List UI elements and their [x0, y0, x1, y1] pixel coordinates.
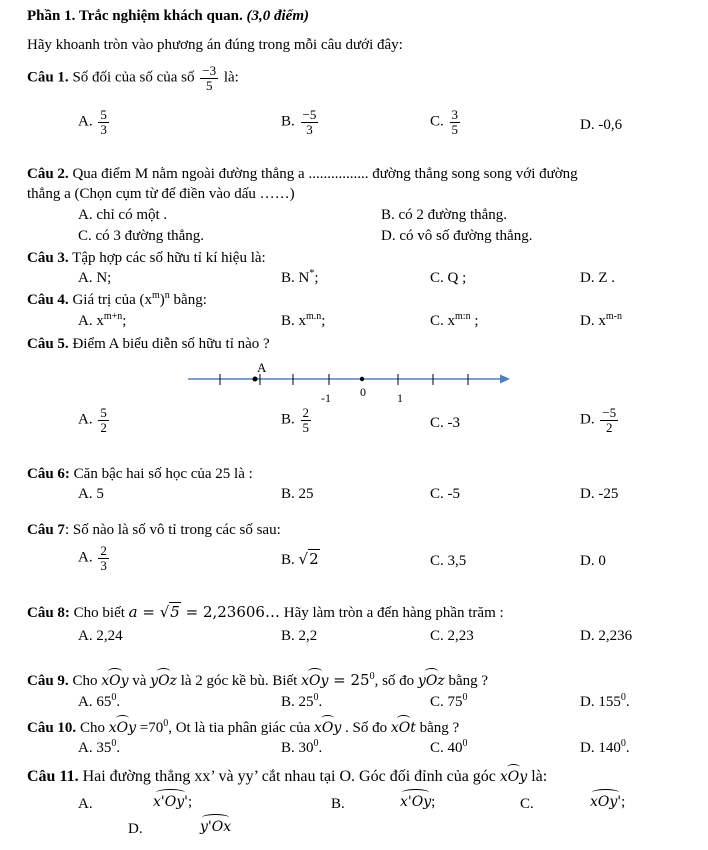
question-3: Câu 3. Tập hợp các số hữu tỉ kí hiệu là:: [27, 250, 266, 266]
q1-option-c[interactable]: C. $\frac{3}{5}$: [430, 107, 459, 137]
q9-option-d[interactable]: D. $155^0$.: [580, 692, 630, 710]
q1-option-b[interactable]: B. $\frac{-5}{3}$: [281, 107, 317, 137]
q11-option-a-label[interactable]: A.: [78, 796, 93, 812]
angle-yoz: yOz: [150, 670, 177, 689]
q9-option-a[interactable]: A. $65^0$.: [78, 692, 121, 710]
q10-option-c[interactable]: C. $40^0$: [430, 738, 468, 756]
q11-option-b-label[interactable]: B.: [331, 796, 345, 812]
q5-option-c[interactable]: C. -3: [430, 415, 460, 431]
question-2-line2: thẳng a (Chọn cụm từ để điền vào dấu ……): [27, 186, 295, 202]
angle-xoy: xOy: [101, 670, 128, 689]
point-a-label: A: [257, 360, 267, 375]
angle-xoy-given: xOy: [301, 670, 328, 689]
q6-option-a[interactable]: A. 5: [78, 486, 104, 502]
q11-option-d[interactable]: y'Ox: [200, 816, 231, 836]
q4-option-c[interactable]: C. $x^{m:n}$ ;: [430, 311, 479, 329]
q6-option-b[interactable]: B. 25: [281, 486, 314, 502]
question-10: Câu 10. Cho xOy $=70^0$, Ot là tia phân giác của xOy . Số đo xOt bằng ?: [27, 717, 459, 737]
point-a-dot: [253, 377, 258, 382]
q3-option-d[interactable]: D. Z .: [580, 270, 615, 286]
question-1: Câu 1. Số đối của số của số $\frac{-3}{5}$ là:: [27, 63, 239, 93]
q11-option-a[interactable]: x'Oy';: [153, 791, 192, 811]
q7-option-a[interactable]: A. $\frac{2}{3}$: [78, 543, 107, 573]
q9-option-c[interactable]: C. $75^0$: [430, 692, 468, 710]
question-6: Câu 6: Căn bậc hai số học của 25 là :: [27, 466, 253, 482]
question-5: Câu 5. Điểm A biểu diễn số hữu tỉ nào ?: [27, 336, 270, 352]
section-title: Phần 1. Trắc nghiệm khách quan. (3,0 điểm): [27, 8, 309, 24]
q6-option-c[interactable]: C. -5: [430, 486, 460, 502]
q1-option-d[interactable]: D. -0,6: [580, 117, 623, 133]
q2-option-b[interactable]: B. có 2 đường thẳng.: [381, 207, 508, 223]
q2-option-d[interactable]: D. có vô số đường thẳng.: [381, 228, 533, 244]
q1-option-a[interactable]: A. $\frac{5}{3}$: [78, 107, 107, 137]
q4-option-b[interactable]: B. $x^{m.n}$;: [281, 311, 326, 329]
angle-xot: xOt: [391, 717, 416, 736]
q8-option-c[interactable]: C. 2,23: [430, 628, 474, 644]
q11-option-b[interactable]: x'Oy;: [400, 791, 435, 811]
number-line-arrow: [500, 375, 510, 384]
number-line: [180, 358, 520, 408]
q5-option-a[interactable]: A. $\frac{5}{2}$: [78, 405, 107, 435]
q3-option-a[interactable]: A. N;: [78, 270, 112, 286]
q7-option-c[interactable]: C. 3,5: [430, 553, 467, 569]
q7-option-b[interactable]: B. √2: [281, 550, 319, 568]
q5-option-d[interactable]: D. $\frac{-5}{2}$: [580, 405, 617, 435]
q7-option-d[interactable]: D. 0: [580, 553, 606, 569]
angle-xoy-10: xOy: [109, 717, 136, 736]
q4-option-a[interactable]: A. $x^{m+n}$;: [78, 311, 127, 329]
question-9: Câu 9. Cho xOy và yOz là 2 góc kề bù. Biết xOy = $25^0$, số đo yOz bằng ?: [27, 670, 488, 690]
q8-option-b[interactable]: B. 2,2: [281, 628, 318, 644]
q11-option-c[interactable]: xOy';: [590, 791, 625, 811]
q10-option-d[interactable]: D. $140^0$.: [580, 738, 630, 756]
question-11: Câu 11. Hai đường thẳng xx’ và yy’ cắt nhau tại O. Góc đối đỉnh của góc xOy là:: [27, 766, 547, 786]
origin-dot: [360, 377, 364, 381]
question-8: Câu 8: Cho biết a = √5 = 2,23606… Hãy làm tròn a đến hàng phần trăm :: [27, 603, 504, 621]
tick-label-neg1: -1: [321, 391, 331, 405]
question-2: Câu 2. Qua điểm M nằm ngoài đường thẳng a ................ đường thẳng song song với đường: [27, 166, 578, 182]
q8-option-d[interactable]: D. 2,236: [580, 628, 633, 644]
q3-option-c[interactable]: C. Q ;: [430, 270, 467, 286]
q6-option-d[interactable]: D. -25: [580, 486, 619, 502]
q5-option-b[interactable]: B. $\frac{2}{5}$: [281, 405, 310, 435]
angle-yoz-asked: yOz: [418, 670, 445, 689]
q4-option-d[interactable]: D. $x^{m-n}$: [580, 311, 622, 329]
angle-xoy-11: xOy: [500, 766, 527, 785]
tick-label-0: 0: [360, 385, 366, 399]
q11-option-c-label[interactable]: C.: [520, 796, 534, 812]
angle-xoy-10b: xOy: [314, 717, 341, 736]
q2-option-c[interactable]: C. có 3 đường thẳng.: [78, 228, 205, 244]
q8-option-a[interactable]: A. 2,24: [78, 628, 123, 644]
q9-option-b[interactable]: B. $25^0$.: [281, 692, 323, 710]
question-7: Câu 7: Số nào là số vô tỉ trong các số sau:: [27, 522, 281, 538]
q11-option-d-label[interactable]: D.: [128, 821, 143, 837]
q3-option-b[interactable]: B. N*;: [281, 268, 319, 286]
question-4: Câu 4. Giá trị của $(x^m)^n$ bằng:: [27, 290, 207, 308]
q10-option-b[interactable]: B. $30^0$.: [281, 738, 323, 756]
instruction: Hãy khoanh tròn vào phương án đúng trong mỗi câu dưới đây:: [27, 37, 403, 53]
q10-option-a[interactable]: A. $35^0$.: [78, 738, 121, 756]
q2-option-a[interactable]: A. chỉ có một .: [78, 207, 168, 223]
tick-label-1: 1: [397, 391, 403, 405]
